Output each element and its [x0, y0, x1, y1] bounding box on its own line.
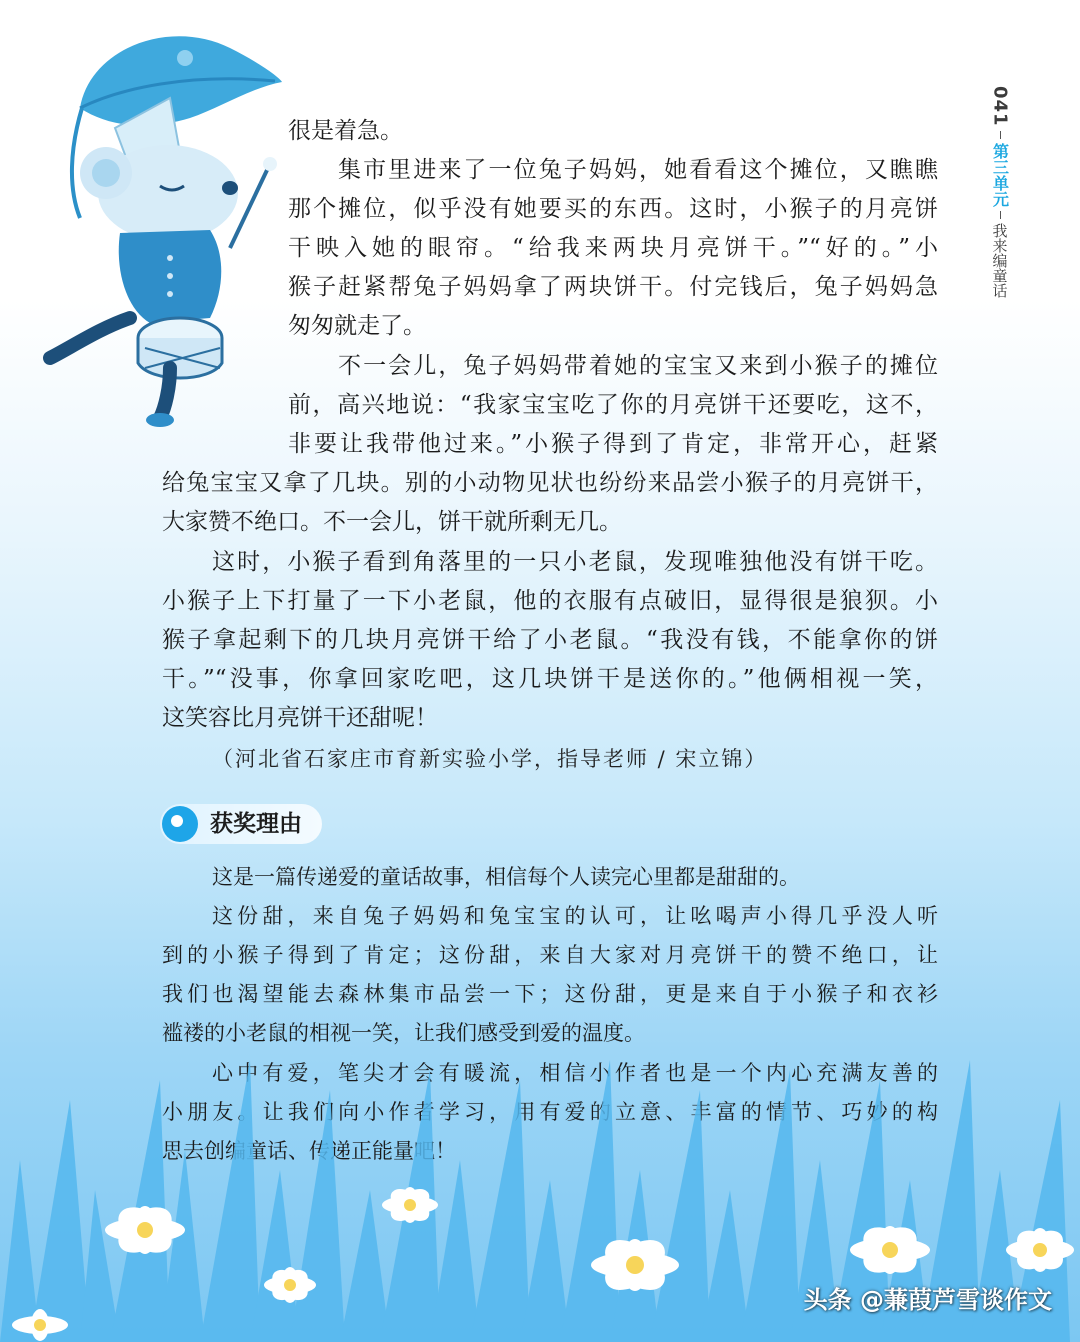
search-bubble-icon [162, 806, 198, 842]
story-line: 集市里进来了一位兔子妈妈，她看看这个摊位，又瞧瞧 [338, 157, 938, 183]
section-title: 获奖理由 [210, 811, 302, 837]
story-line: 猴子赶紧帮兔子妈妈拿了两块饼干。付完钱后，兔子妈妈急 [288, 274, 938, 300]
story-line: 非要让我带他过来。”小猴子得到了肯定，非常开心，赶紧 [288, 431, 938, 457]
page-number: 041 [989, 86, 1011, 127]
unit-label: 第三单元 [990, 142, 1010, 207]
story-line: 这时，小猴子看到角落里的一只小老鼠，发现唯独他没有饼干吃。 [212, 549, 938, 575]
story-line: 那个摊位，似乎没有她要买的东西。这时，小猴子的月亮饼 [288, 196, 938, 222]
story-line: 不一会儿，兔子妈妈带着她的宝宝又来到小猴子的摊位 [338, 353, 938, 379]
story-line: 前，高兴地说：“我家宝宝吃了你的月亮饼干还要吃，这不， [288, 392, 938, 418]
mouse-drummer-illustration [20, 18, 300, 438]
reason-line: 这份甜，来自兔子妈妈和兔宝宝的认可，让吆喝声小得几乎没人听 [212, 904, 938, 928]
reason-line: 我们也渴望能去森林集市品尝一下；这份甜，更是来自于小猴子和衣衫 [162, 982, 938, 1006]
story-line: 匆匆就走了。 [288, 313, 426, 339]
reason-line: 心中有爱，笔尖才会有暖流，相信小作者也是一个内心充满友善的 [212, 1061, 938, 1085]
reason-line: 褴褛的小老鼠的相视一笑，让我们感受到爱的温度。 [162, 1021, 645, 1045]
author-credit: （河北省石家庄市育新实验小学，指导老师 / 宋立锦） [212, 747, 768, 771]
story-line: 干。”“没事，你拿回家吃吧，这几块饼干是送你的。”他俩相视一笑， [162, 666, 938, 692]
reason-line: 思去创编童话、传递正能量吧！ [162, 1139, 456, 1163]
reason-line: 这是一篇传递爱的童话故事，相信每个人读完心里都是甜甜的。 [212, 865, 800, 889]
story-line: 大家赞不绝口。不一会儿，饼干就所剩无几。 [162, 509, 622, 535]
story-line: 干映入她的眼帘。“给我来两块月亮饼干。”“好的。”小 [288, 235, 938, 261]
header-divider [1000, 131, 1001, 139]
header-divider [1000, 211, 1001, 219]
running-header [986, 86, 1014, 298]
reason-line: 小朋友。让我们向小作者学习，用有爱的立意、丰富的情节、巧妙的构 [162, 1100, 938, 1124]
story-line: 这笑容比月亮饼干还甜呢！ [162, 705, 438, 731]
platform-watermark: 头条 @蒹葭芦雪谈作文 [803, 1286, 1052, 1314]
story-line: 猴子拿起剩下的几块月亮饼干给了小老鼠。“我没有钱，不能拿你的饼 [162, 627, 938, 653]
story-line: 给兔宝宝又拿了几块。别的小动物见状也纷纷来品尝小猴子的月亮饼干， [162, 470, 938, 496]
reason-line: 到的小猴子得到了肯定；这份甜，来自大家对月亮饼干的赞不绝口，让 [162, 943, 938, 967]
story-line: 很是着急。 [288, 118, 403, 144]
story-line: 小猴子上下打量了一下小老鼠，他的衣服有点破旧，显得很是狼狈。小 [162, 588, 938, 614]
topic-label: 我来编童话 [990, 222, 1009, 298]
